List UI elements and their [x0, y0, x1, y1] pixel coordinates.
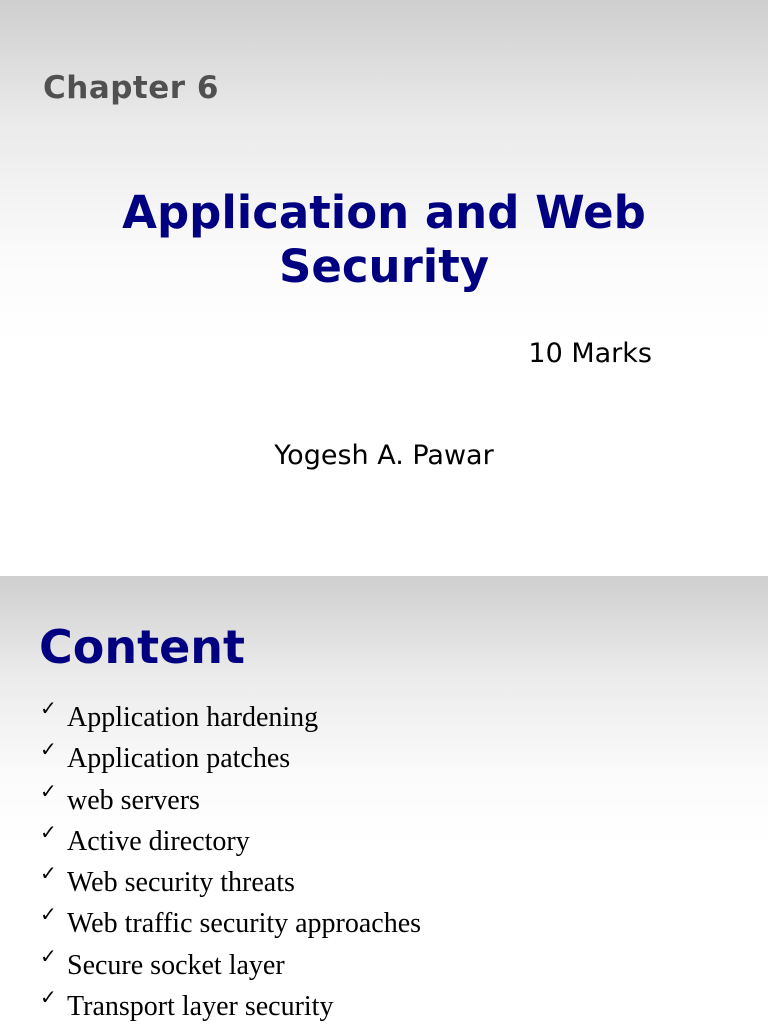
list-item	[40, 861, 421, 908]
checkmark-icon: ✓	[40, 943, 57, 968]
list-item-text: Secure socket layer	[67, 949, 285, 981]
list-item	[40, 696, 421, 743]
slide-title-line-1: Application and Web	[122, 186, 646, 239]
checkmark-icon: ✓	[40, 696, 57, 720]
list-item	[40, 902, 422, 949]
content-list	[40, 696, 422, 1024]
author-name: Yogesh A. Pawar	[274, 440, 494, 471]
checkmark-icon: ✓	[40, 861, 57, 886]
content-heading: Content	[39, 620, 246, 674]
checkmark-icon: ✓	[40, 902, 57, 927]
list-item	[40, 737, 421, 784]
list-item	[40, 819, 421, 867]
list-item-text: Application patches	[67, 743, 291, 775]
list-item-text: Application hardening	[67, 702, 319, 733]
marks-label: 10 Marks	[528, 338, 652, 369]
list-item	[40, 943, 421, 991]
slide-title	[60, 186, 708, 294]
chapter-label: Chapter 6	[43, 70, 219, 106]
content-slide	[0, 576, 768, 1024]
checkmark-icon: ✓	[40, 985, 57, 1010]
list-item-text: Transport layer security	[67, 991, 334, 1023]
slide-title-line-2: Security	[278, 240, 490, 293]
checkmark-icon: ✓	[40, 819, 57, 844]
list-item	[40, 778, 421, 826]
checkmark-icon: ✓	[40, 778, 57, 803]
list-item-text: Active directory	[67, 825, 250, 857]
list-item-text: Web security threats	[67, 867, 295, 899]
list-item-text: web servers	[67, 784, 200, 816]
list-item	[40, 985, 421, 1024]
list-item-text: Web traffic security approaches	[67, 908, 422, 940]
checkmark-icon: ✓	[40, 737, 57, 762]
